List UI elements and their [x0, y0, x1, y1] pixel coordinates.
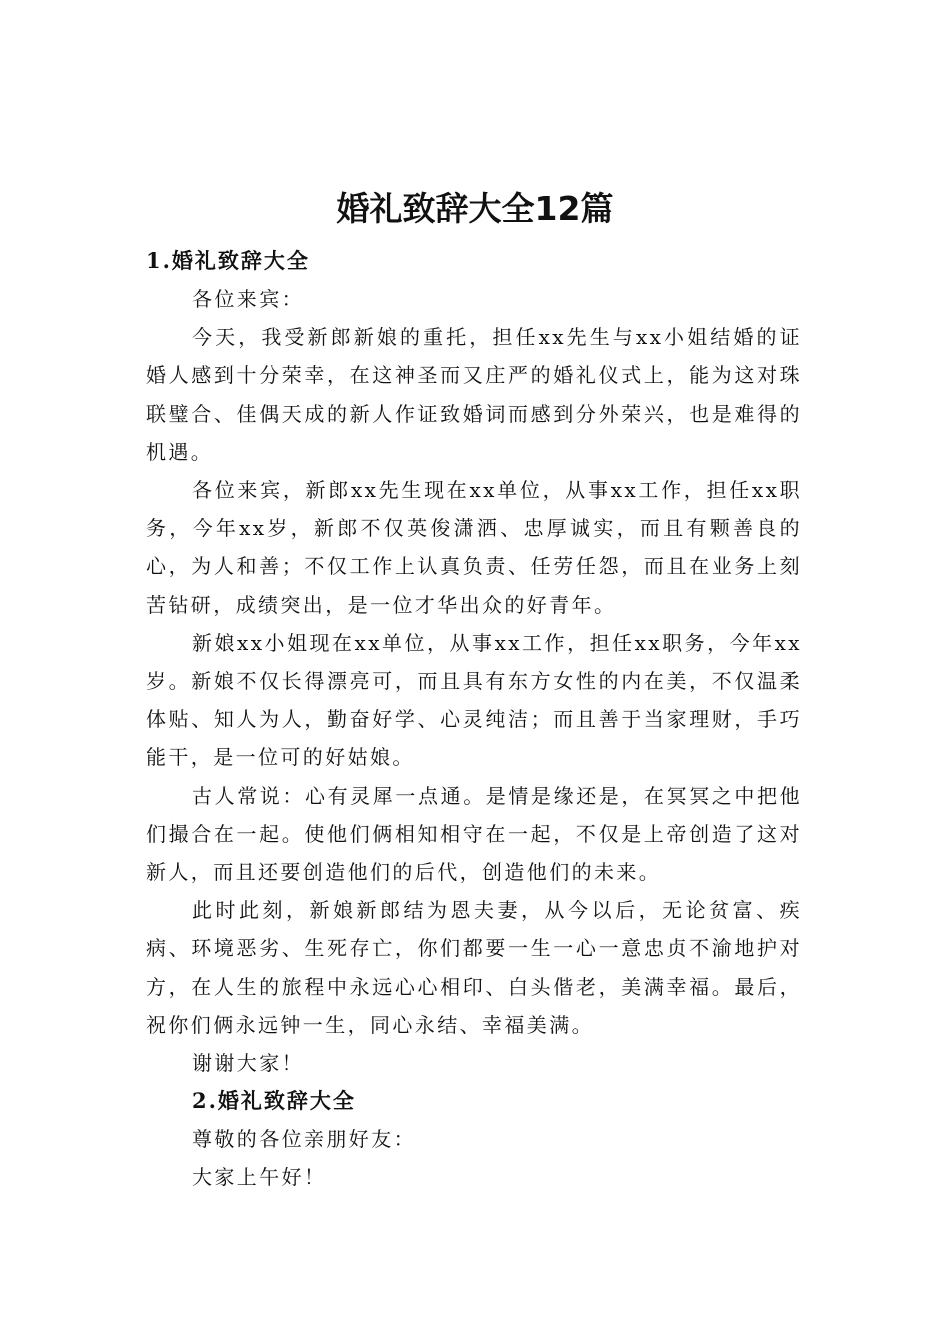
section-2-paragraph: 尊敬的各位亲朋好友： — [192, 1127, 416, 1152]
section-1-heading: 1.婚礼致辞大全 — [146, 248, 310, 273]
document-title: 婚礼致辞大全12篇 — [336, 189, 614, 228]
section-2-paragraph: 大家上午好！ — [192, 1165, 327, 1190]
section-1-paragraph: 今天，我受新郎新娘的重托，担任xx先生与xx小姐结婚的证婚人感到十分荣幸，在这神圣而又庄严的婚礼仪式上，能为这对珠联璧合、佳偶天成的新人作证致婚词而感到分外荣兴，也是难得的机遇。 — [146, 325, 802, 464]
section-1-paragraph: 古人常说：心有灵犀一点通。是情是缘还是，在冥冥之中把他们撮合在一起。使他们俩相知相守在一起，不仅是上帝创造了这对新人，而且还要创造他们的后代，创造他们的未来。 — [146, 783, 802, 885]
document-body — [146, 242, 802, 1197]
section-1-paragraph: 新娘xx小姐现在xx单位，从事xx工作，担任xx职务，今年xx岁。新娘不仅长得漂亮可，而且具有东方女性的内在美，不仅温柔体贴、知人为人，勤奋好学、心灵纯洁；而且善于当家理财，手巧能干，是一位可的好姑娘。 — [146, 630, 802, 770]
section-1-paragraph: 各位来宾，新郎xx先生现在xx单位，从事xx工作，担任xx职务，今年xx岁，新郎不仅英俊潇洒、忠厚诚实，而且有颗善良的心，为人和善；不仅工作上认真负责、任劳任怨，而且在业务上刻苦钻研，成绩突出，是一位才华出众的好青年。 — [146, 478, 802, 617]
section-2-heading: 2.婚礼致辞大全 — [192, 1088, 356, 1114]
section-1-paragraph: 谢谢大家！ — [192, 1051, 304, 1076]
section-1-paragraph: 各位来宾： — [192, 287, 304, 311]
section-1-paragraph: 此时此刻，新娘新郎结为恩夫妻，从今以后，无论贫富、疾病、环境恶劣、生死存亡，你们都要一生一心一意忠贞不渝地护对方，在人生的旅程中永远心心相印、白头偕老，美满幸福。最后，祝你们俩永远钟一生，同心永结、幸福美满。 — [146, 898, 802, 1037]
